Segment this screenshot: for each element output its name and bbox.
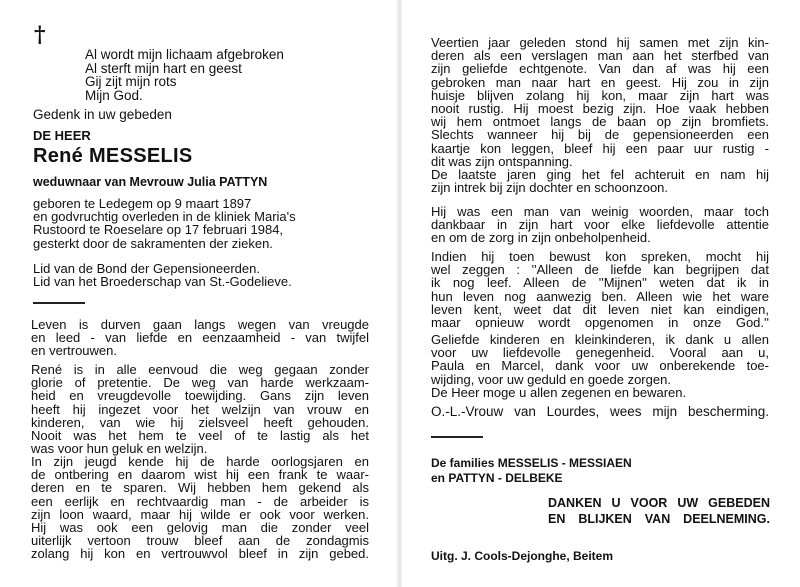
paragraph-line: wijding, voor uw geduld en goede zorgen. <box>431 371 671 387</box>
paragraph <box>31 455 369 561</box>
paragraph-line: heeft hij ingezet voor het welzijn van vrouw en <box>31 401 369 417</box>
info-line: geboren te Ledegem op 9 maart 1897 <box>33 196 252 211</box>
paragraph-line: nooit rustig. Hij moest bezig zijn. Hoe vaak hebben <box>431 101 769 117</box>
remember-text: Gedenk in uw gebeden <box>33 107 172 122</box>
paragraph-line: René is in alle eenvoud die weg gegaan zonder <box>31 362 369 377</box>
paragraph-line: maar opnieuw wordt opgenomen in onze God.'' <box>431 315 769 331</box>
cross-icon: † <box>34 22 46 48</box>
paragraph-line: heid en vreugdevolle toewijding. Gans zijn leven <box>31 388 369 404</box>
paragraph-line: kinderen, van wie hij zielsveel heeft gehouden. <box>31 414 369 430</box>
info-line: gesterkt door de sakramenten der zieken. <box>33 235 273 251</box>
printer-credit: Uitg. J. Cools-Dejonghe, Beitem <box>431 549 614 563</box>
membership-line: Lid van de Bond der Gepensioneerden. <box>33 261 260 276</box>
paragraph <box>431 168 769 194</box>
thanks-text <box>548 496 770 527</box>
paragraph <box>431 250 769 329</box>
paragraph-line: De Heer moge u allen zegenen en bewaren. <box>431 384 687 400</box>
paragraph-line: In zijn jeugd kende hij de harde oorlogsjaren en <box>31 454 369 469</box>
deceased-name: René MESSELIS <box>33 145 193 167</box>
paragraph-line: Veertien jaar geleden stond hij samen met zijn kin- <box>431 35 769 50</box>
paragraph-line: en leed - van liefde en eenzaamheid - van twijfel <box>31 330 369 346</box>
paragraph-line: dankbaar in zijn hart voor elke liefdevolle attentie <box>431 217 769 233</box>
paragraph <box>431 205 769 245</box>
family-line: en PATTYN - DELBEKE <box>431 471 563 485</box>
paragraph-line: Leven is durven gaan langs wegen van vreugde <box>31 317 369 332</box>
paragraph-line: was voor hun geluk en welzijn. <box>31 441 208 457</box>
paragraph-line: voor uw liefdevolle genegenheid. Vooral aan u, <box>431 345 769 361</box>
honorific-title: DE HEER <box>33 128 91 143</box>
paragraph-line: ik nog leef. Alleen de ''Mijnen'' weten dat ik in <box>431 275 769 291</box>
paragraph-line: en om de zorg in zijn onbeholpenheid. <box>431 230 651 246</box>
paragraph-line: leven kent, weet dat dit leven niet kan eindigen, <box>431 301 769 317</box>
paragraph-line: hun leven nog aanwezig ben. Alleen wie het ware <box>431 288 769 304</box>
separator-line <box>431 436 483 438</box>
paragraph-line: Slechts wanneer hij bij de gepensioneerden een <box>431 127 769 143</box>
poem-line: Al sterft mijn hart en geest <box>85 60 242 76</box>
paragraph <box>31 318 369 358</box>
poem <box>85 48 284 102</box>
thanks-line: DANKEN U VOOR UW GEBEDEN <box>548 496 770 510</box>
card-right-page <box>402 0 800 587</box>
paragraph-line: zijn geliefde echtgenote. Van dan af was hij een <box>431 61 769 77</box>
poem-line: Al wordt mijn lichaam afgebroken <box>85 47 284 62</box>
birth-death-info <box>33 197 353 250</box>
separator-line <box>33 302 85 304</box>
info-line: en godvruchtig overleden in de kliniek Maria's <box>33 209 296 225</box>
paragraph <box>431 333 769 399</box>
paragraph-line: Indien hij toen bewust kon spreken, mocht hij <box>431 249 769 264</box>
paragraph-line: Paula en Marcel, dank voor uw onberekende toe- <box>431 358 769 374</box>
poem-line: Mijn God. <box>85 87 143 103</box>
paragraph <box>31 363 369 455</box>
paragraph-line: de ontbering en daarom wist hij een frank te waar- <box>31 467 369 483</box>
paragraph <box>431 36 769 168</box>
paragraph-line: deren en te sparen. Wij hebben hem gekend als <box>31 480 369 496</box>
paragraph-line: gebroken man naar hart en geest. Hij zou in zijn <box>431 74 769 90</box>
paragraph-line: Hij was een man van weinig woorden, maar toch <box>431 204 769 219</box>
paragraph-line: deren als een verslagen man aan het sterfbed van <box>431 48 769 64</box>
paragraph-line: dit was zijn ontspanning. <box>431 153 573 169</box>
paragraph-line: glorie of pretentie. De weg van harde werkzaam- <box>31 375 369 391</box>
thanks-line: EN BLIJKEN VAN DEELNEMING. <box>548 511 770 526</box>
family-line: De families MESSELIS - MESSIAEN <box>431 456 632 470</box>
paragraph-line: kaartje kon leggen, bleef hij een paar uur rustig - <box>431 140 769 156</box>
paragraph-line: Hij was ook een gelovig man die zonder veel <box>31 520 369 536</box>
families <box>431 456 632 486</box>
paragraph-line: zolang hij kon en vertrouwvol bleef in zijn gebed. <box>31 546 369 562</box>
membership-line: Lid van het Broederschap van St.-Godelieve. <box>33 274 292 290</box>
memberships <box>33 262 363 288</box>
card-left-page <box>0 0 398 587</box>
paragraph-line: een eerlijk en rechtvaardig man - de arbeider is <box>31 493 369 509</box>
paragraph-line: De laatste jaren ging het fel achteruit en nam hij <box>431 167 769 182</box>
prayer-line: O.-L.-Vrouw van Lourdes, wees mijn bescherming. <box>431 404 769 419</box>
paragraph-line: Nooit was het hem te veel of te lastig als het <box>31 428 369 444</box>
paragraph-line: huisje blijven zolang hij kon, maar zijn hart was <box>431 87 769 103</box>
widower-of: weduwnaar van Mevrouw Julia PATTYN <box>33 175 268 189</box>
paragraph-line: zijn intrek bij zijn dochter en schoonzoon. <box>431 180 669 196</box>
info-line: Rustoord te Roeselare op 17 februari 1984, <box>33 222 284 238</box>
paragraph-line: Geliefde kinderen en kleinkinderen, ik dank u allen <box>431 332 769 347</box>
poem-line: Gij zijt mijn rots <box>85 74 177 89</box>
paragraph-line: en vertrouwen. <box>31 343 117 359</box>
paragraph-line: wel zeggen : ''Alleen de liefde kan begrijpen dat <box>431 262 769 278</box>
paragraph-line: uiterlijk vertoon trouw bleef aan de zondagmis <box>31 533 369 549</box>
paragraph-line: zijn loon waard, maar hij wilde er ook voor werken. <box>31 506 369 522</box>
paragraph-line: wij hem ontmoet langs de baan op zijn bromfiets. <box>431 114 769 130</box>
